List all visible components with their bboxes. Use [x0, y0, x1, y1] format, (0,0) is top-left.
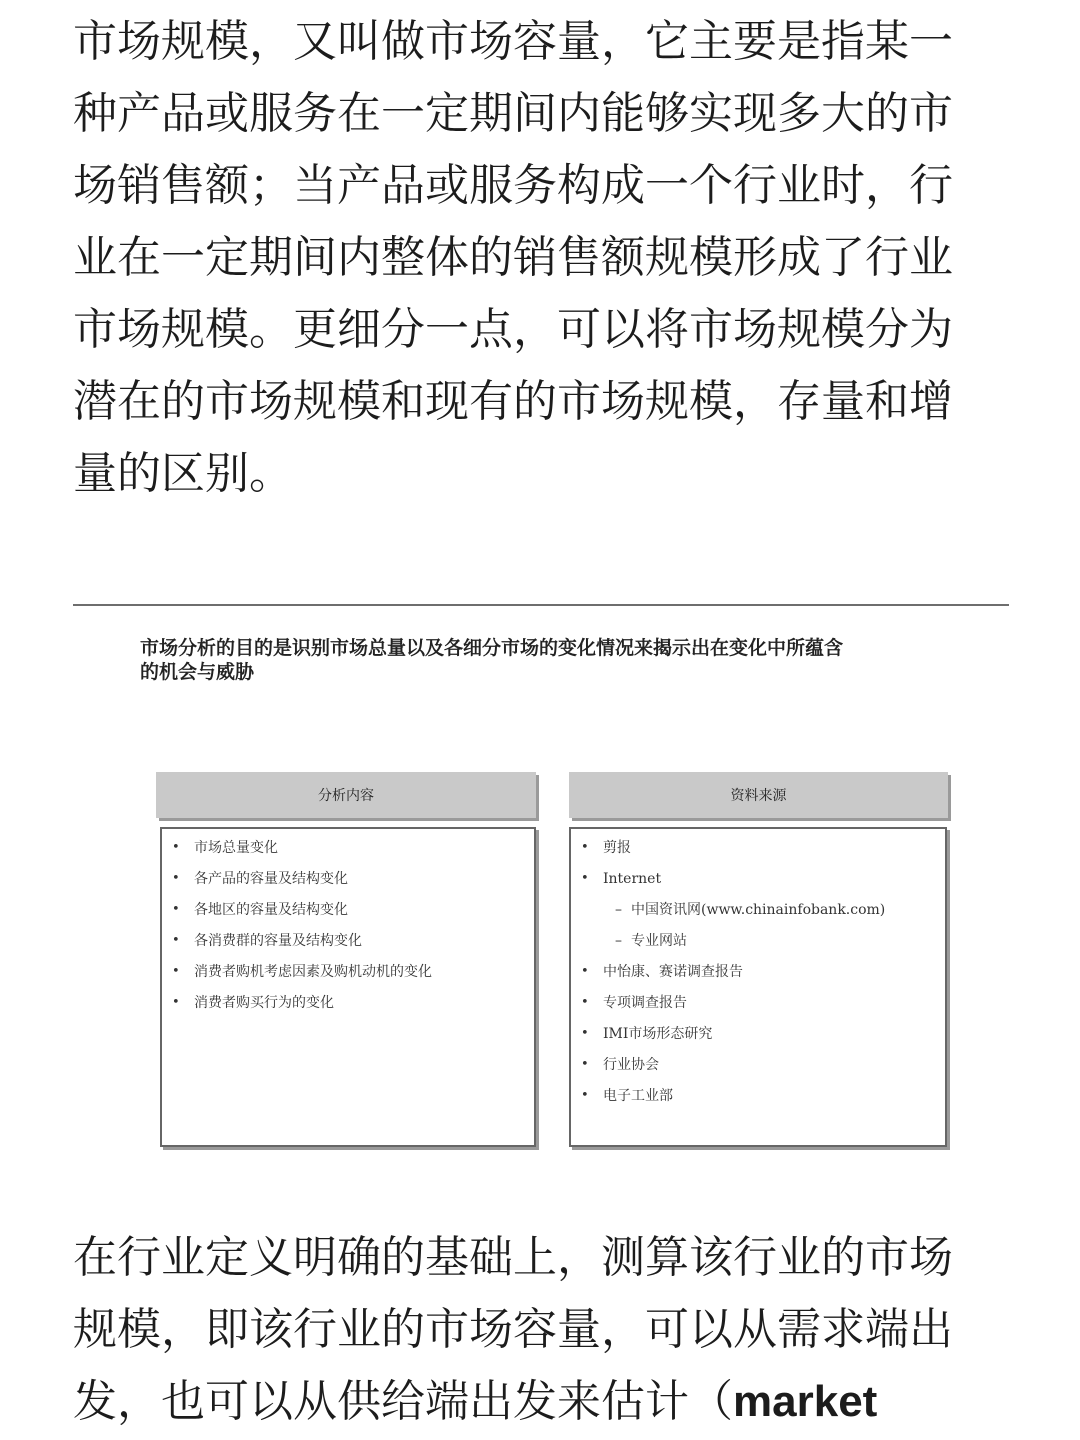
figure-title-line: 的机会与威胁 — [140, 661, 255, 683]
bullet-icon: • — [172, 995, 180, 1010]
figure-divider — [73, 604, 1009, 606]
closing-last-text: 发，也可以从供给端出发来估计（ — [73, 1376, 733, 1427]
bullet-icon: • — [581, 840, 589, 855]
list-item: • 电子工业部 — [579, 1083, 885, 1114]
bullet-icon: • — [172, 902, 180, 917]
bullet-icon: • — [172, 871, 180, 886]
bullet-icon: • — [172, 933, 180, 948]
sub-list-item: – 中国资讯网(www.chinainfobank.com) — [579, 897, 885, 928]
intro-line: 场销售额；当产品或服务构成一个行业时，行 — [73, 160, 953, 211]
intro-line: 潜在的市场规模和现有的市场规模，存量和增 — [73, 376, 953, 427]
analysis-content-box — [160, 827, 536, 1147]
list-item: • 各消费群的容量及结构变化 — [170, 928, 432, 959]
intro-line: 市场规模。更细分一点，可以将市场规模分为 — [73, 304, 953, 355]
bullet-icon: • — [581, 1088, 589, 1103]
analysis-content-header: 分析内容 — [156, 772, 536, 818]
bullet-icon: • — [581, 871, 589, 886]
data-source-box — [569, 827, 947, 1147]
bullet-icon: • — [581, 1026, 589, 1041]
bullet-icon: • — [581, 995, 589, 1010]
analysis-content-list — [170, 835, 432, 1021]
dash-icon: – — [615, 933, 622, 949]
list-item: • 行业协会 — [579, 1052, 885, 1083]
market-analysis-figure — [73, 604, 1009, 1164]
bullet-icon: • — [172, 840, 180, 855]
data-source-list — [579, 835, 885, 1114]
list-item: • 专项调查报告 — [579, 990, 885, 1021]
figure-title — [140, 636, 980, 684]
intro-line: 市场规模，又叫做市场容量，它主要是指某一 — [73, 16, 953, 67]
list-item: • 消费者购买行为的变化 — [170, 990, 432, 1021]
list-item: • IMI市场形态研究 — [579, 1021, 885, 1052]
closing-line — [73, 1366, 973, 1438]
figure-title-line: 市场分析的目的是识别市场总量以及各细分市场的变化情况来揭示出在变化中所蕴含 — [140, 637, 844, 659]
list-item: • 市场总量变化 — [170, 835, 432, 866]
list-item: • 消费者购机考虑因素及购机动机的变化 — [170, 959, 432, 990]
list-item: • 中怡康、赛诺调查报告 — [579, 959, 885, 990]
bullet-icon: • — [581, 1057, 589, 1072]
intro-line: 业在一定期间内整体的销售额规模形成了行业 — [73, 232, 953, 283]
closing-line: 在行业定义明确的基础上，测算该行业的市场 — [73, 1232, 953, 1283]
list-item: • 各产品的容量及结构变化 — [170, 866, 432, 897]
data-source-header: 资料来源 — [569, 772, 948, 818]
sub-list-item: – 专业网站 — [579, 928, 885, 959]
closing-line: 规模，即该行业的市场容量，可以从需求端出 — [73, 1304, 953, 1355]
intro-line: 种产品或服务在一定期间内能够实现多大的市 — [73, 88, 953, 139]
bullet-icon: • — [172, 964, 180, 979]
closing-paragraph — [73, 1222, 973, 1438]
intro-line: 量的区别。 — [73, 448, 293, 499]
list-item: • 剪报 — [579, 835, 885, 866]
list-item: • Internet — [579, 866, 885, 897]
bullet-icon: • — [581, 964, 589, 979]
list-item: • 各地区的容量及结构变化 — [170, 897, 432, 928]
market-term: market — [733, 1377, 878, 1426]
intro-paragraph — [73, 6, 973, 510]
dash-icon: – — [615, 902, 622, 918]
